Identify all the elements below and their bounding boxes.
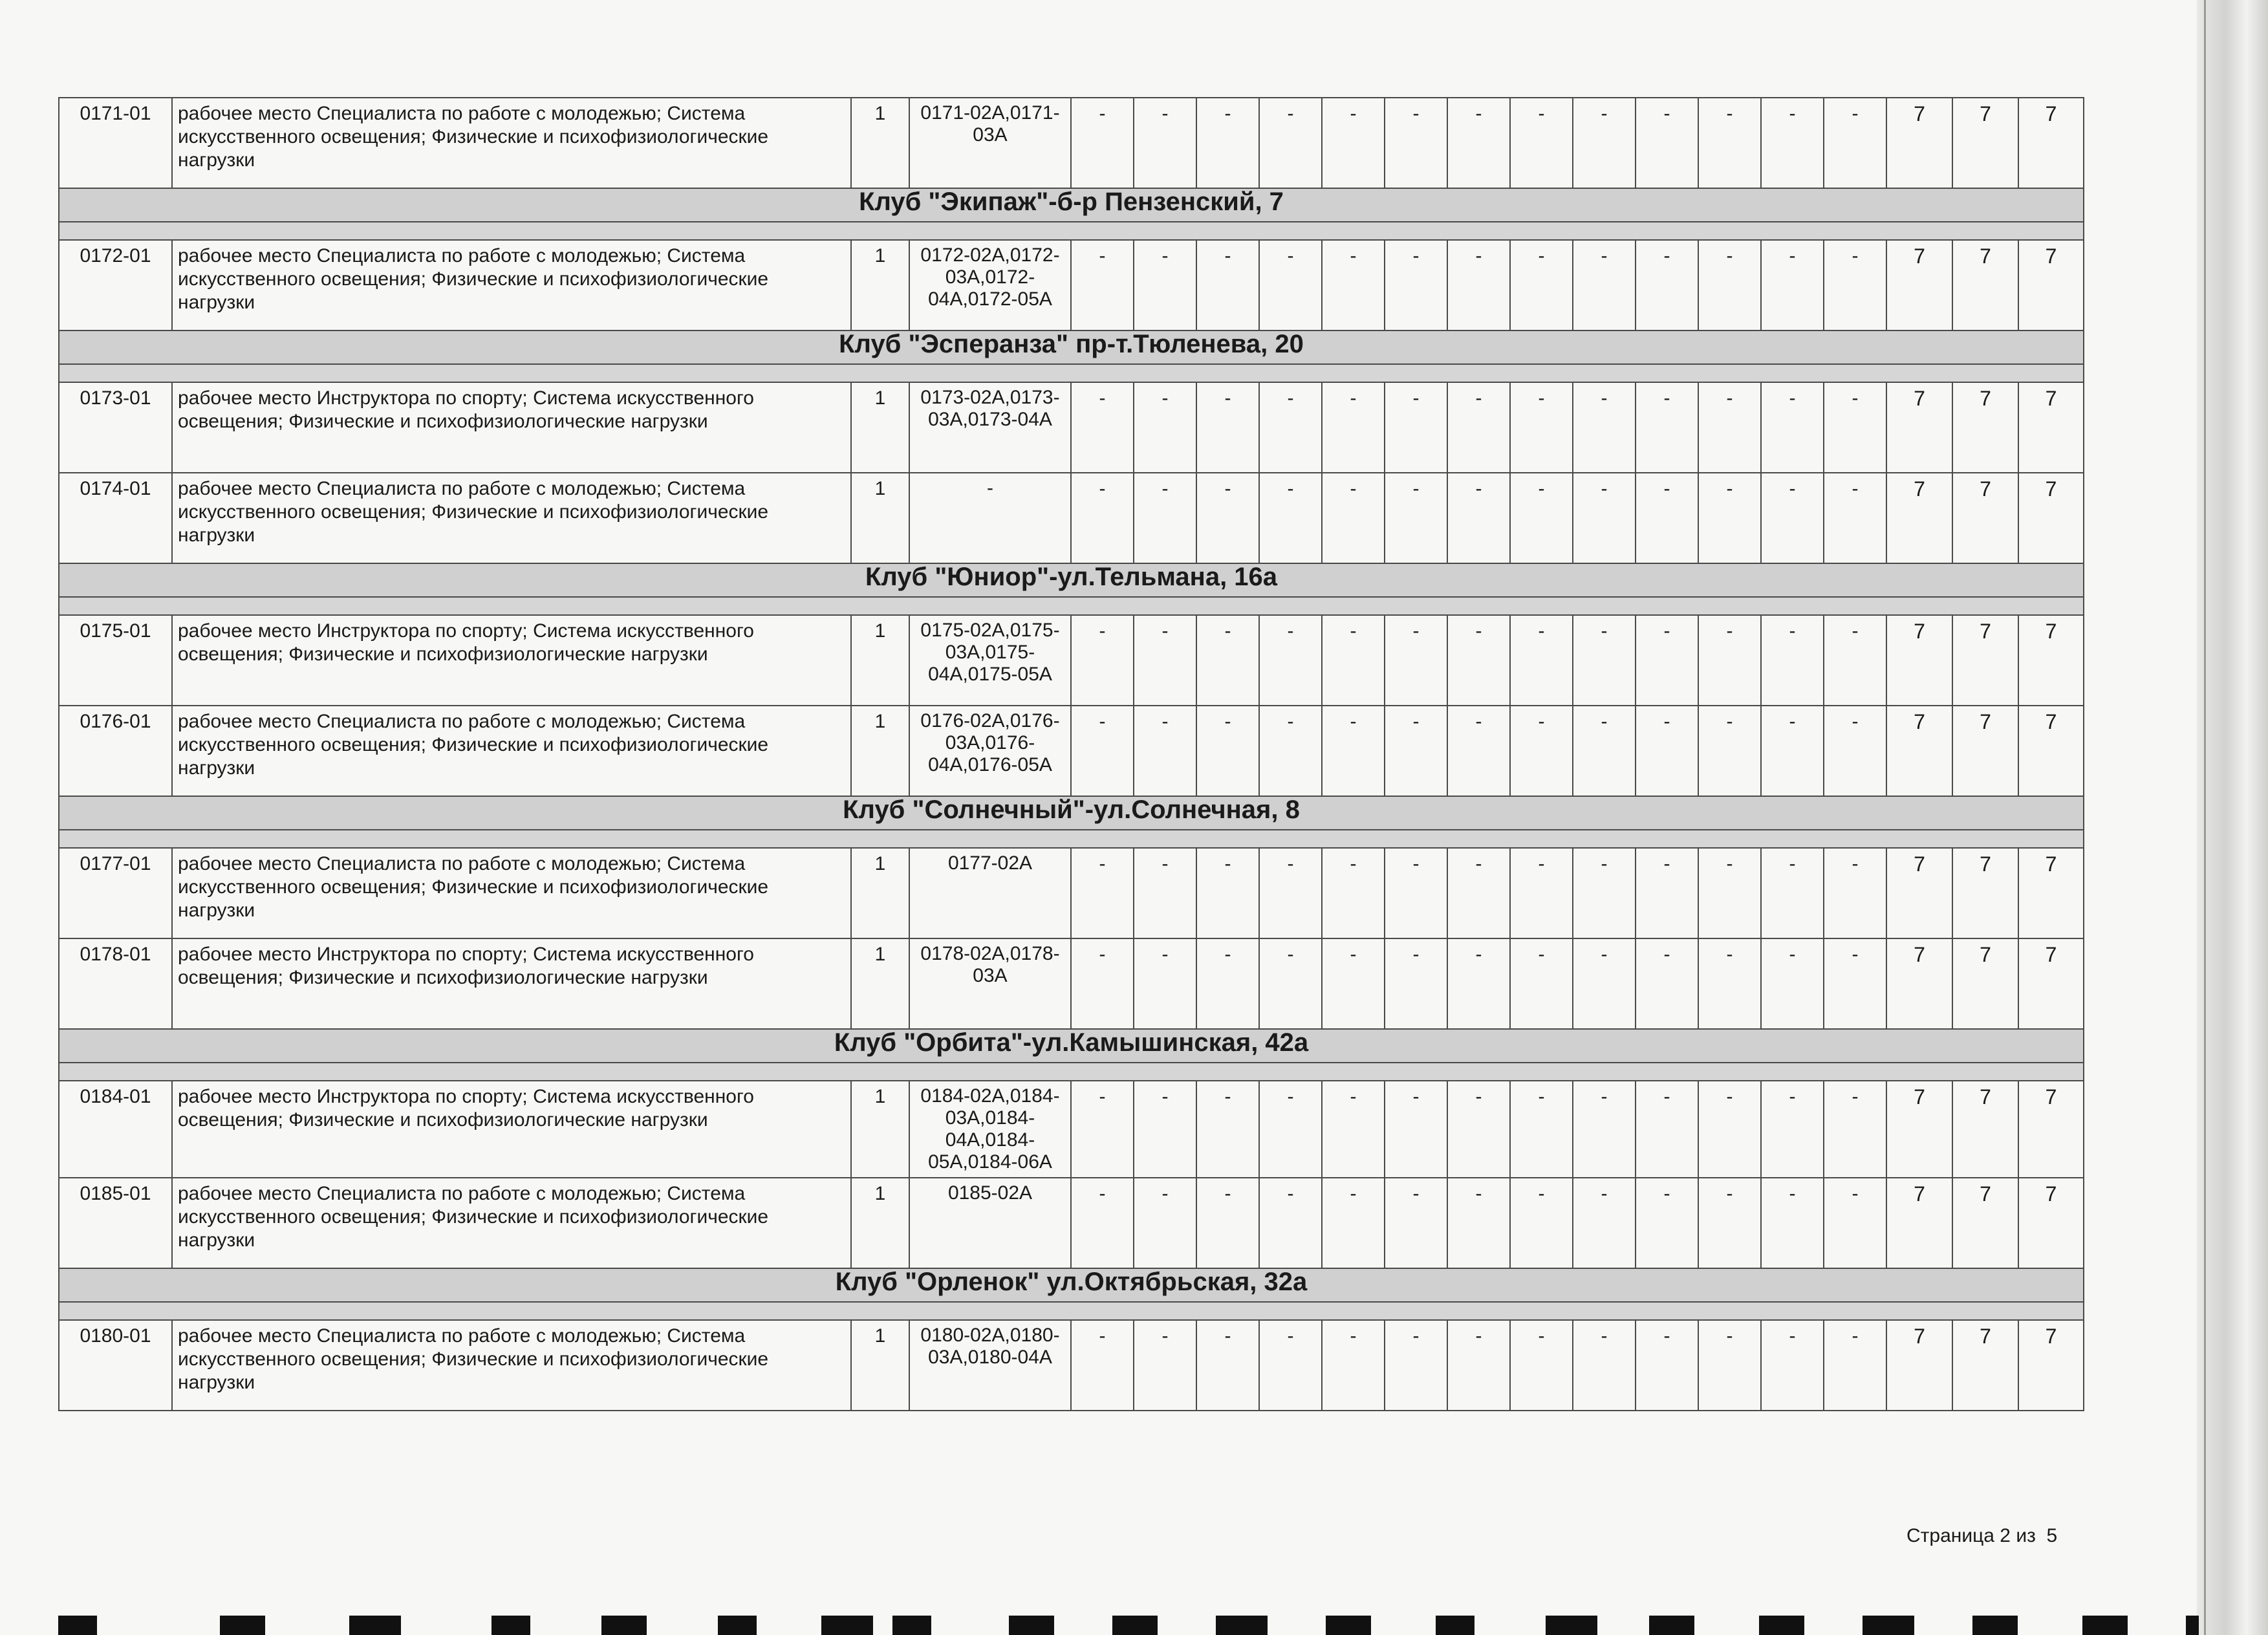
class-value-cell: -: [1573, 382, 1636, 473]
class-value-cell: -: [1071, 473, 1134, 563]
class-value-cell: -: [1824, 1320, 1886, 1411]
class-value-cell: -: [1510, 615, 1573, 706]
workplace-description: рабочее место Инструктора по спорту; Система искусственного освещения; Физические и психофизиологические нагрузки: [172, 1081, 851, 1178]
analog-cards: 0173-02А,0173-03А,0173-04А: [909, 382, 1071, 473]
class-value-cell: -: [1761, 473, 1824, 563]
class-value-cell: -: [1824, 706, 1886, 796]
club-header-row: [59, 796, 2084, 830]
class-value-cell: -: [1698, 98, 1761, 188]
analog-cards: 0172-02А,0172-03А,0172-04А,0172-05А: [909, 240, 1071, 330]
class-value-cell: 7: [2018, 473, 2084, 563]
class-value-cell: -: [1510, 382, 1573, 473]
class-value-cell: -: [1322, 1081, 1385, 1178]
workplace-description: рабочее место Инструктора по спорту; Система искусственного освещения; Физические и психофизиологические нагрузки: [172, 382, 851, 473]
class-value-cell: 7: [1886, 1320, 1952, 1411]
class-value-cell: -: [1196, 938, 1259, 1029]
class-value-cell: -: [1447, 240, 1510, 330]
class-value-cell: -: [1510, 706, 1573, 796]
table-body: [59, 98, 2084, 1411]
class-value-cell: -: [1196, 706, 1259, 796]
class-value-cell: -: [1636, 382, 1698, 473]
class-value-cell: -: [1636, 240, 1698, 330]
class-value-cell: -: [1322, 938, 1385, 1029]
class-value-cell: -: [1134, 473, 1196, 563]
class-value-cell: 7: [1952, 1320, 2018, 1411]
table-row: [59, 473, 2084, 563]
workplace-description: рабочее место Специалиста по работе с молодежью; Система искусственного освещения; Физические и психофизиологические нагрузки: [172, 240, 851, 330]
class-value-cell: -: [1385, 1178, 1447, 1268]
class-value-cell: -: [1824, 848, 1886, 938]
table-row: [59, 1081, 2084, 1178]
table-row: [59, 848, 2084, 938]
club-header-row: [59, 1268, 2084, 1302]
class-value-cell: -: [1071, 848, 1134, 938]
class-value-cell: -: [1761, 382, 1824, 473]
workplace-description: рабочее место Инструктора по спорту; Система искусственного освещения; Физические и психофизиологические нагрузки: [172, 615, 851, 706]
workplace-count: 1: [851, 1320, 909, 1411]
class-value-cell: 7: [2018, 240, 2084, 330]
club-name: Клуб "Орбита"-ул.Камышинская, 42а: [59, 1029, 2084, 1063]
class-value-cell: -: [1636, 473, 1698, 563]
class-value-cell: -: [1824, 938, 1886, 1029]
class-value-cell: -: [1385, 706, 1447, 796]
class-value-cell: 7: [2018, 848, 2084, 938]
class-value-cell: 7: [1886, 1081, 1952, 1178]
workplace-code: 0177-01: [59, 848, 172, 938]
class-value-cell: -: [1385, 615, 1447, 706]
class-value-cell: -: [1447, 1178, 1510, 1268]
class-value-cell: -: [1573, 706, 1636, 796]
table-row: [59, 1178, 2084, 1268]
class-value-cell: -: [1824, 1178, 1886, 1268]
table-row: [59, 382, 2084, 473]
analog-cards: 0185-02А: [909, 1178, 1071, 1268]
class-value-cell: 7: [1952, 98, 2018, 188]
workplace-code: 0176-01: [59, 706, 172, 796]
table-row: [59, 615, 2084, 706]
class-value-cell: -: [1573, 1320, 1636, 1411]
class-value-cell: -: [1134, 1178, 1196, 1268]
class-value-cell: -: [1322, 706, 1385, 796]
class-value-cell: -: [1636, 98, 1698, 188]
class-value-cell: -: [1071, 240, 1134, 330]
class-value-cell: -: [1134, 1320, 1196, 1411]
class-value-cell: -: [1322, 1320, 1385, 1411]
class-value-cell: -: [1761, 1081, 1824, 1178]
workplace-description: рабочее место Специалиста по работе с молодежью; Система искусственного освещения; Физические и психофизиологические нагрузки: [172, 848, 851, 938]
workplace-description: рабочее место Специалиста по работе с молодежью; Система искусственного освещения; Физические и психофизиологические нагрузки: [172, 98, 851, 188]
class-value-cell: -: [1698, 615, 1761, 706]
class-value-cell: -: [1385, 1320, 1447, 1411]
workplace-description: рабочее место Инструктора по спорту; Система искусственного освещения; Физические и психофизиологические нагрузки: [172, 938, 851, 1029]
class-value-cell: -: [1824, 615, 1886, 706]
class-value-cell: 7: [1886, 98, 1952, 188]
workplace-code: 0185-01: [59, 1178, 172, 1268]
class-value-cell: -: [1510, 98, 1573, 188]
class-value-cell: -: [1761, 98, 1824, 188]
club-name: Клуб "Солнечный"-ул.Солнечная, 8: [59, 796, 2084, 830]
workplace-code: 0174-01: [59, 473, 172, 563]
class-value-cell: -: [1196, 240, 1259, 330]
class-value-cell: -: [1322, 382, 1385, 473]
analog-cards: 0180-02А,0180-03А,0180-04А: [909, 1320, 1071, 1411]
class-value-cell: -: [1259, 615, 1322, 706]
class-value-cell: -: [1636, 1320, 1698, 1411]
scanner-marks: [0, 1609, 2199, 1635]
workplace-code: 0178-01: [59, 938, 172, 1029]
class-value-cell: 7: [1886, 240, 1952, 330]
club-name: Клуб "Экипаж"-б-р Пензенский, 7: [59, 188, 2084, 222]
class-value-cell: -: [1573, 938, 1636, 1029]
class-value-cell: -: [1698, 1320, 1761, 1411]
workplace-count: 1: [851, 706, 909, 796]
class-value-cell: -: [1447, 382, 1510, 473]
class-value-cell: 7: [1952, 1178, 2018, 1268]
class-value-cell: -: [1447, 1320, 1510, 1411]
page-footer: [1906, 1525, 2057, 1547]
workplace-count: 1: [851, 98, 909, 188]
class-value-cell: -: [1510, 848, 1573, 938]
analog-cards: 0177-02А: [909, 848, 1071, 938]
class-value-cell: -: [1510, 1178, 1573, 1268]
section-spacer-row: [59, 830, 2084, 848]
class-value-cell: -: [1573, 1178, 1636, 1268]
class-value-cell: -: [1824, 98, 1886, 188]
class-value-cell: -: [1698, 1178, 1761, 1268]
class-value-cell: -: [1510, 1320, 1573, 1411]
class-value-cell: 7: [2018, 1178, 2084, 1268]
class-value-cell: -: [1447, 615, 1510, 706]
class-value-cell: -: [1636, 615, 1698, 706]
class-value-cell: 7: [2018, 98, 2084, 188]
class-value-cell: -: [1447, 473, 1510, 563]
class-value-cell: -: [1259, 1081, 1322, 1178]
class-value-cell: 7: [1886, 938, 1952, 1029]
analog-cards: 0176-02А,0176-03А,0176-04А,0176-05А: [909, 706, 1071, 796]
class-value-cell: -: [1698, 706, 1761, 796]
class-value-cell: -: [1573, 615, 1636, 706]
table-row: [59, 1320, 2084, 1411]
class-value-cell: -: [1573, 1081, 1636, 1178]
class-value-cell: -: [1385, 1081, 1447, 1178]
workplace-code: 0172-01: [59, 240, 172, 330]
workplace-description: рабочее место Специалиста по работе с молодежью; Система искусственного освещения; Физические и психофизиологические нагрузки: [172, 473, 851, 563]
class-value-cell: -: [1196, 473, 1259, 563]
class-value-cell: -: [1761, 240, 1824, 330]
class-value-cell: 7: [1952, 1081, 2018, 1178]
class-value-cell: 7: [2018, 1320, 2084, 1411]
class-value-cell: 7: [1952, 473, 2018, 563]
class-value-cell: -: [1259, 98, 1322, 188]
class-value-cell: -: [1510, 1081, 1573, 1178]
class-value-cell: -: [1447, 848, 1510, 938]
class-value-cell: 7: [1952, 706, 2018, 796]
class-value-cell: -: [1071, 1178, 1134, 1268]
class-value-cell: -: [1259, 240, 1322, 330]
section-spacer-row: [59, 1302, 2084, 1320]
class-value-cell: -: [1761, 1178, 1824, 1268]
class-value-cell: -: [1134, 938, 1196, 1029]
class-value-cell: -: [1447, 706, 1510, 796]
section-spacer-row: [59, 1063, 2084, 1081]
table-row: [59, 98, 2084, 188]
workplace-code: 0175-01: [59, 615, 172, 706]
class-value-cell: -: [1134, 848, 1196, 938]
class-value-cell: -: [1698, 473, 1761, 563]
class-value-cell: -: [1385, 240, 1447, 330]
class-value-cell: -: [1259, 1320, 1322, 1411]
class-value-cell: -: [1573, 473, 1636, 563]
class-value-cell: -: [1071, 706, 1134, 796]
class-value-cell: -: [1447, 1081, 1510, 1178]
class-value-cell: -: [1385, 382, 1447, 473]
class-value-cell: -: [1385, 98, 1447, 188]
class-value-cell: -: [1322, 848, 1385, 938]
workplace-count: 1: [851, 1081, 909, 1178]
class-value-cell: -: [1761, 848, 1824, 938]
class-value-cell: -: [1196, 848, 1259, 938]
club-name: Клуб "Юниор"-ул.Тельмана, 16а: [59, 563, 2084, 597]
club-name: Клуб "Орленок" ул.Октябрьская, 32а: [59, 1268, 2084, 1302]
class-value-cell: 7: [2018, 706, 2084, 796]
class-value-cell: -: [1196, 98, 1259, 188]
class-value-cell: -: [1196, 1081, 1259, 1178]
class-value-cell: -: [1385, 938, 1447, 1029]
class-value-cell: 7: [1886, 615, 1952, 706]
page-total: 5: [2046, 1525, 2058, 1546]
class-value-cell: -: [1573, 240, 1636, 330]
class-value-cell: -: [1071, 938, 1134, 1029]
class-value-cell: 7: [2018, 615, 2084, 706]
section-spacer-row: [59, 597, 2084, 615]
workplace-count: 1: [851, 615, 909, 706]
class-value-cell: -: [1259, 848, 1322, 938]
class-value-cell: -: [1259, 938, 1322, 1029]
workplace-table: [58, 97, 2084, 1411]
class-value-cell: -: [1824, 473, 1886, 563]
workplace-count: 1: [851, 938, 909, 1029]
workplace-code: 0180-01: [59, 1320, 172, 1411]
club-header-row: [59, 1029, 2084, 1063]
class-value-cell: 7: [1886, 848, 1952, 938]
class-value-cell: -: [1698, 938, 1761, 1029]
class-value-cell: -: [1698, 848, 1761, 938]
workplace-description: рабочее место Специалиста по работе с молодежью; Система искусственного освещения; Физические и психофизиологические нагрузки: [172, 706, 851, 796]
class-value-cell: 7: [1952, 615, 2018, 706]
table-row: [59, 240, 2084, 330]
class-value-cell: -: [1196, 382, 1259, 473]
class-value-cell: -: [1134, 706, 1196, 796]
analog-cards: 0175-02А,0175-03А,0175-04А,0175-05А: [909, 615, 1071, 706]
workplace-description: рабочее место Специалиста по работе с молодежью; Система искусственного освещения; Физические и психофизиологические нагрузки: [172, 1178, 851, 1268]
class-value-cell: 7: [2018, 382, 2084, 473]
class-value-cell: -: [1824, 382, 1886, 473]
class-value-cell: -: [1510, 240, 1573, 330]
club-header-row: [59, 563, 2084, 597]
analog-cards: -: [909, 473, 1071, 563]
workplace-code: 0173-01: [59, 382, 172, 473]
class-value-cell: -: [1259, 473, 1322, 563]
workplace-count: 1: [851, 240, 909, 330]
class-value-cell: 7: [1952, 382, 2018, 473]
workplace-count: 1: [851, 1178, 909, 1268]
class-value-cell: 7: [2018, 1081, 2084, 1178]
club-header-row: [59, 188, 2084, 222]
class-value-cell: -: [1447, 98, 1510, 188]
class-value-cell: -: [1134, 98, 1196, 188]
class-value-cell: -: [1322, 615, 1385, 706]
class-value-cell: -: [1385, 473, 1447, 563]
class-value-cell: -: [1071, 382, 1134, 473]
section-spacer-row: [59, 364, 2084, 382]
class-value-cell: 7: [2018, 938, 2084, 1029]
class-value-cell: 7: [1886, 706, 1952, 796]
class-value-cell: -: [1510, 473, 1573, 563]
class-value-cell: -: [1824, 1081, 1886, 1178]
page-edge: [2197, 0, 2268, 1635]
class-value-cell: 7: [1886, 382, 1952, 473]
page-edge-line: [2204, 0, 2206, 1635]
class-value-cell: -: [1761, 1320, 1824, 1411]
class-value-cell: -: [1071, 98, 1134, 188]
class-value-cell: -: [1698, 1081, 1761, 1178]
class-value-cell: -: [1322, 98, 1385, 188]
club-name: Клуб "Эсперанза" пр-т.Тюленева, 20: [59, 330, 2084, 364]
class-value-cell: -: [1134, 615, 1196, 706]
class-value-cell: -: [1824, 240, 1886, 330]
class-value-cell: -: [1196, 1320, 1259, 1411]
table-row: [59, 938, 2084, 1029]
class-value-cell: 7: [1952, 848, 2018, 938]
class-value-cell: -: [1322, 473, 1385, 563]
class-value-cell: -: [1636, 1081, 1698, 1178]
workplace-count: 1: [851, 382, 909, 473]
class-value-cell: -: [1071, 615, 1134, 706]
class-value-cell: -: [1134, 240, 1196, 330]
workplace-count: 1: [851, 473, 909, 563]
class-value-cell: -: [1134, 1081, 1196, 1178]
class-value-cell: -: [1636, 706, 1698, 796]
class-value-cell: -: [1636, 1178, 1698, 1268]
class-value-cell: -: [1698, 382, 1761, 473]
class-value-cell: -: [1071, 1081, 1134, 1178]
workplace-code: 0171-01: [59, 98, 172, 188]
workplace-count: 1: [851, 848, 909, 938]
class-value-cell: 7: [1952, 938, 2018, 1029]
class-value-cell: 7: [1886, 473, 1952, 563]
analog-cards: 0171-02А,0171-03А: [909, 98, 1071, 188]
class-value-cell: -: [1322, 240, 1385, 330]
class-value-cell: -: [1196, 1178, 1259, 1268]
class-value-cell: -: [1698, 240, 1761, 330]
class-value-cell: -: [1510, 938, 1573, 1029]
class-value-cell: -: [1322, 1178, 1385, 1268]
class-value-cell: -: [1259, 1178, 1322, 1268]
class-value-cell: -: [1259, 706, 1322, 796]
class-value-cell: -: [1761, 615, 1824, 706]
class-value-cell: 7: [1952, 240, 2018, 330]
class-value-cell: -: [1071, 1320, 1134, 1411]
class-value-cell: -: [1259, 382, 1322, 473]
analog-cards: 0184-02А,0184-03А,0184-04А,0184-05А,0184-06А: [909, 1081, 1071, 1178]
table-row: [59, 706, 2084, 796]
class-value-cell: -: [1385, 848, 1447, 938]
class-value-cell: -: [1636, 938, 1698, 1029]
class-value-cell: -: [1573, 98, 1636, 188]
class-value-cell: 7: [1886, 1178, 1952, 1268]
class-value-cell: -: [1761, 938, 1824, 1029]
class-value-cell: -: [1196, 615, 1259, 706]
workplace-code: 0184-01: [59, 1081, 172, 1178]
club-header-row: [59, 330, 2084, 364]
class-value-cell: -: [1134, 382, 1196, 473]
workplace-description: рабочее место Специалиста по работе с молодежью; Система искусственного освещения; Физические и психофизиологические нагрузки: [172, 1320, 851, 1411]
class-value-cell: -: [1573, 848, 1636, 938]
section-spacer-row: [59, 222, 2084, 240]
class-value-cell: -: [1636, 848, 1698, 938]
analog-cards: 0178-02А,0178-03А: [909, 938, 1071, 1029]
page-label: Страница 2 из: [1906, 1525, 2036, 1546]
class-value-cell: -: [1761, 706, 1824, 796]
class-value-cell: -: [1447, 938, 1510, 1029]
